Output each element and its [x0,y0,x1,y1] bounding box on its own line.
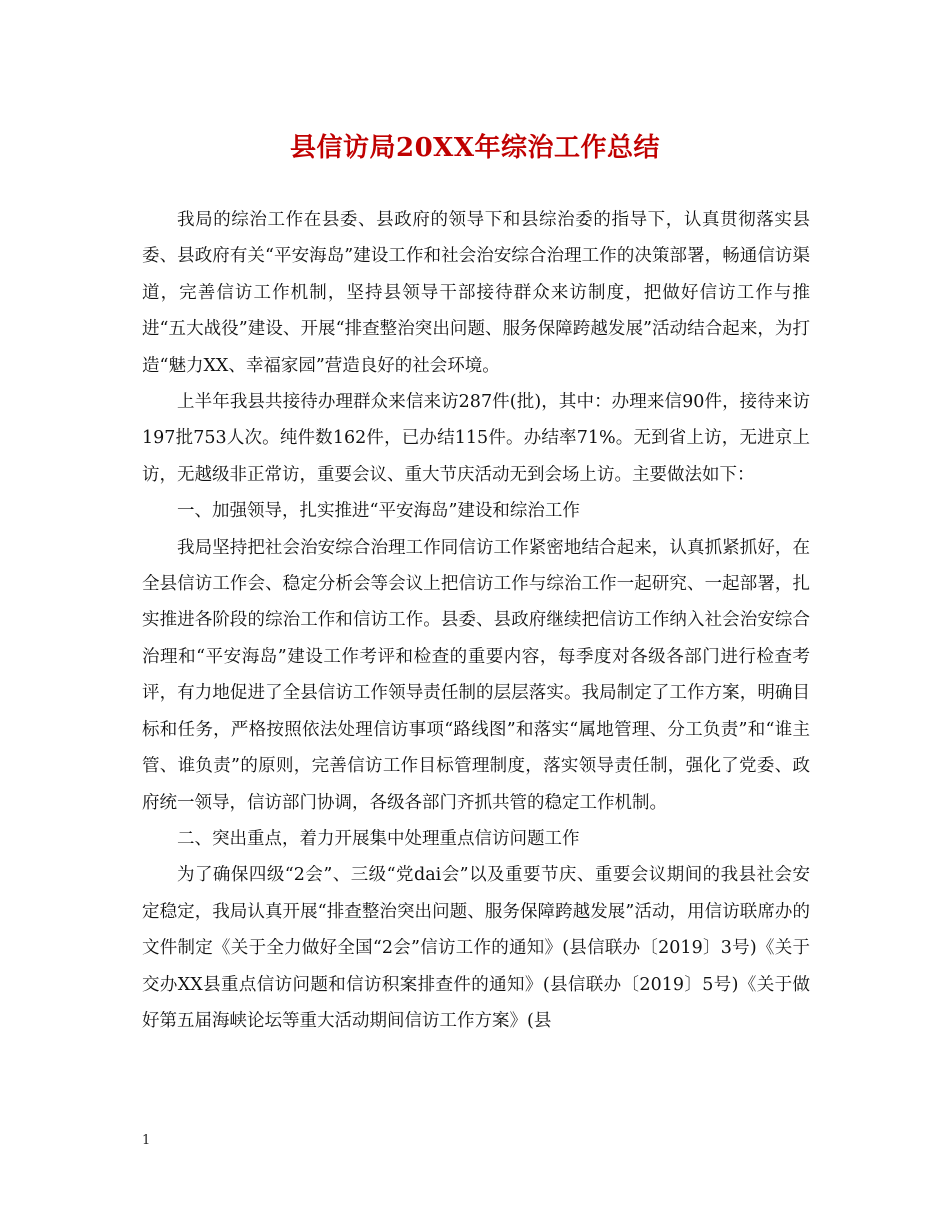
page-number: 1 [142,1133,151,1148]
document-body [142,202,810,1039]
section-heading-1: 一、加强领导，扎实推进“平安海岛”建设和综治工作 [177,501,580,522]
paragraph-statistics: 上半年我县共接待办理群众来信来访287件(批)，其中：办理来信90件，接待来访197批753人次。纯件数162件，已办结115件。办结率71%。无到省上访，无进京上访，无越级非正常访，重要会议、重大节庆活动无到会场上访。主要做法如下： [142,392,810,485]
paragraph-section-1: 我局坚持把社会治安综合治理工作同信访工作紧密地结合起来，认真抓紧抓好，在全县信访工作会、稳定分析会等会议上把信访工作与综治工作一起研究、一起部署，扎实推进各阶段的综治工作和信访工作。县委、县政府继续把信访工作纳入社会治安综合治理和“平安海岛”建设工作考评和检查的重要内容，每季度对各级各部门进行检查考评，有力地促进了全县信访工作领导责任制的层层落实。我局制定了工作方案，明确目标和任务，严格按照依法处理信访事项“路线图”和落实“属地管理、分工负责”和“谁主管、谁负责”的原则，完善信访工作目标管理制度，落实领导责任制，强化了党委、政府统一领导，信访部门协调，各级各部门齐抓共管的稳定工作机制。 [142,537,810,813]
section-heading-2: 二、突出重点，着力开展集中处理重点信访问题工作 [177,828,580,849]
paragraph-intro: 我局的综治工作在县委、县政府的领导下和县综治委的指导下，认真贯彻落实县委、县政府有关“平安海岛”建设工作和社会治安综合治理工作的决策部署，畅通信访渠道，完善信访工作机制，坚持县领导干部接待群众来访制度，把做好信访工作与推进“五大战役”建设、开展“排查整治突出问题、服务保障跨越发展”活动结合起来，为打造“魅力XX、幸福家园”营造良好的社会环境。 [142,210,810,376]
document-title: 县信访局20XX年综治工作总结 [289,133,661,163]
paragraph-section-2: 为了确保四级“2会”、三级“党dai会”以及重要节庆、重要会议期间的我县社会安定稳定，我局认真开展“排查整治突出问题、服务保障跨越发展”活动，用信访联席办的文件制定《关于全力做好全国“2会”信访工作的通知》(县信联办〔2019〕3号)《关于交办XX县重点信访问题和信访积案排查件的通知》(县信联办〔2019〕5号)《关于做好第五届海峡论坛等重大活动期间信访工作方案》(县 [142,865,810,1031]
